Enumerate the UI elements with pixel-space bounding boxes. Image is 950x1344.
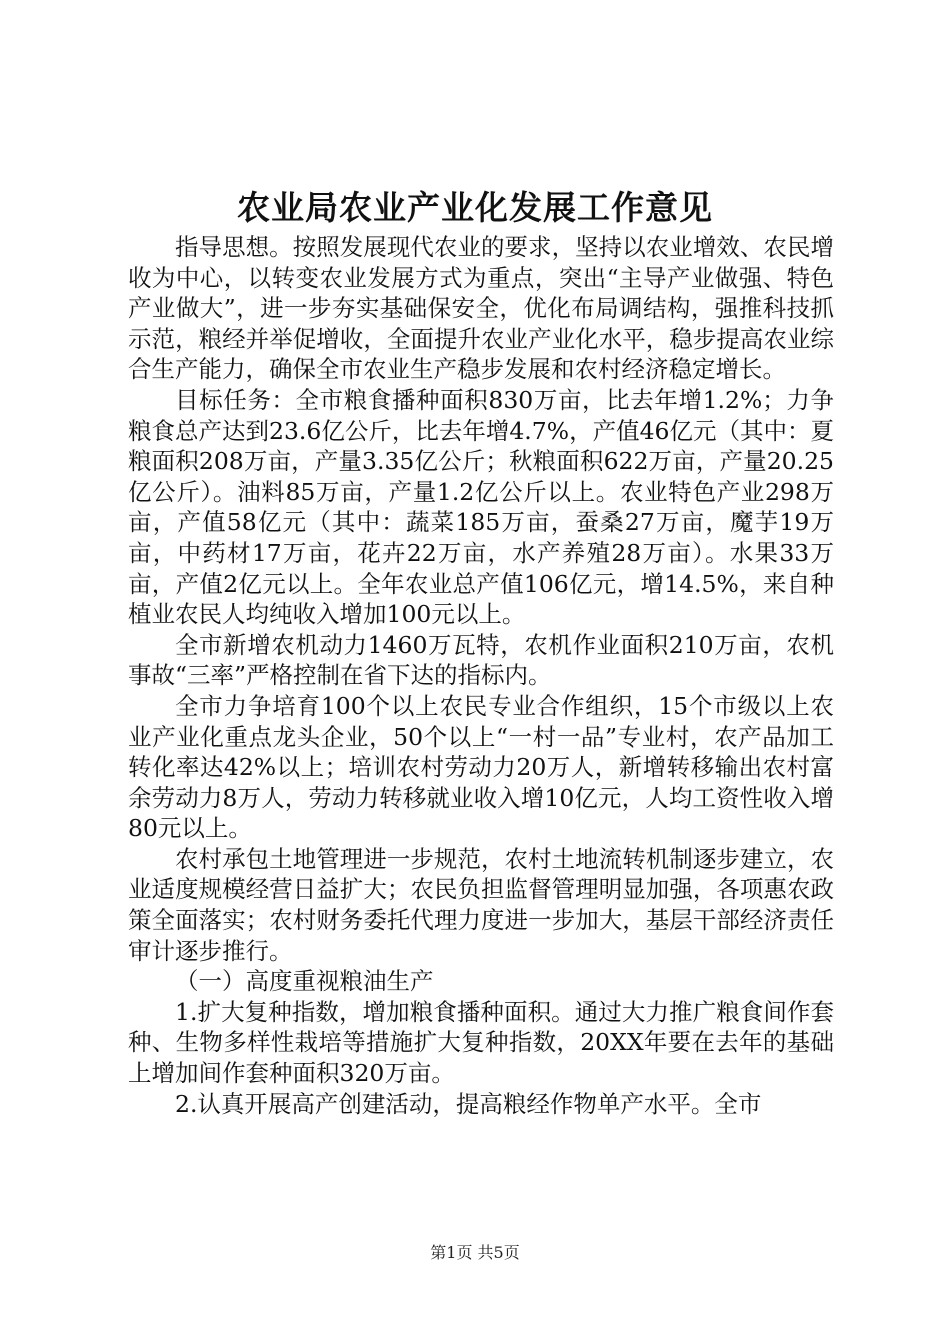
section-heading-grain-oil: （一）高度重视粮油生产 bbox=[175, 967, 434, 996]
paragraph-item-2: 2.认真开展高产创建活动，提高粮经作物单产水平。全市 bbox=[175, 1089, 762, 1118]
paragraph-land-management: 农村承包土地管理进一步规范，农村土地流转机制逐步建立，农业适度规模经营日益扩大；农民负担监督管理明显加强，各项惠农政策全面落实；农村财务委托代理力度进一步加大，基层干部经济责任审计逐步推行。 bbox=[128, 844, 834, 965]
page-footer: 第1页 共5页 bbox=[430, 1243, 520, 1262]
paragraph-agricultural-machinery: 全市新增农机动力1460万瓦特，农机作业面积210万亩，农机事故“三率”严格控制在省下达的指标内。 bbox=[128, 630, 834, 690]
paragraph-goals-tasks: 目标任务：全市粮食播种面积830万亩，比去年增1.2%；力争粮食总产达到23.6亿公斤，比去年增4.7%，产值46亿元（其中：夏粮面积208万亩，产量3.35亿公斤；秋粮面积622万亩，产量20.25亿公斤）。油料85万亩，产量1.2亿公斤以上。农业特色产业298万亩，产值58亿元（其中：蔬菜185万亩，蚕桑27万亩，魔芋19万亩，中药材17万亩，花卉22万亩，水产养殖28万亩）。水果33万亩，产值2亿元以上。全年农业总产值106亿元，增14.5%，来自种植业农民人均纯收入增加100元以上。 bbox=[128, 385, 834, 629]
paragraph-item-1: 1.扩大复种指数，增加粮食播种面积。通过大力推广粮食间作套种、生物多样性栽培等措施扩大复种指数，20XX年要在去年的基础上增加间作套种面积320万亩。 bbox=[128, 997, 834, 1088]
paragraph-cooperatives: 全市力争培育100个以上农民专业合作组织，15个市级以上农业产业化重点龙头企业，50个以上“一村一品”专业村，农产品加工转化率达42%以上；培训农村劳动力20万人，新增转移输出农村富余劳动力8万人，劳动力转移就业收入增10亿元，人均工资性收入增80元以上。 bbox=[128, 691, 834, 843]
document-body bbox=[128, 232, 834, 1119]
paragraph-guiding-ideology: 指导思想。按照发展现代农业的要求，坚持以农业增效、农民增收为中心，以转变农业发展方式为重点，突出“主导产业做强、特色产业做大”，进一步夯实基础保安全，优化布局调结构，强推科技抓示范，粮经并举促增收，全面提升农业产业化水平，稳步提高农业综合生产能力，确保全市农业生产稳步发展和农村经济稳定增长。 bbox=[128, 233, 834, 384]
document-title: 农业局农业产业化发展工作意见 bbox=[237, 188, 713, 227]
